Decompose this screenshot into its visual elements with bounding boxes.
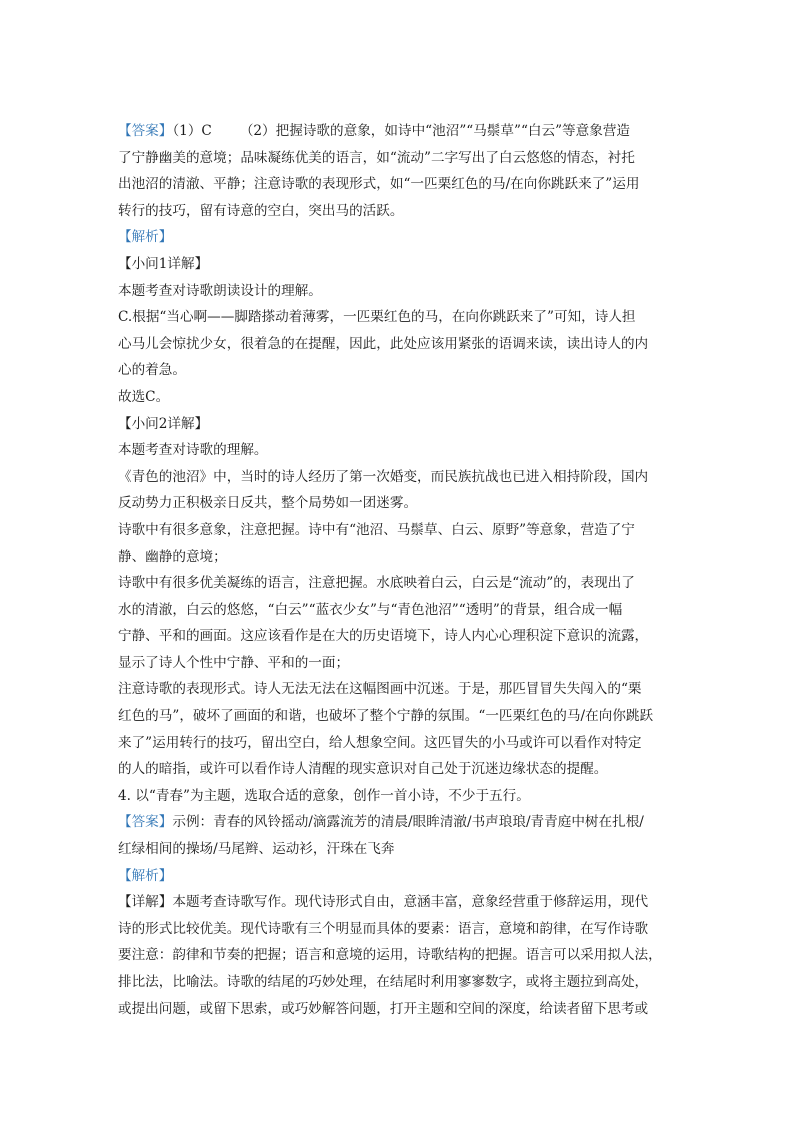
- sub-question-2-line: 红色的马”，破坏了画面的和谐，也破坏了整个宁静的氛围。“一匹栗红色的马/在向你跳跃: [118, 708, 654, 725]
- sub-question-2-line: 来了”运用转行的技巧，留出空白，给人想象空间。这匹冒失的小马或许可以看作对特定: [118, 734, 642, 751]
- sub-question-2: [118, 411, 678, 783]
- detail-block: [118, 889, 678, 1022]
- question-4: 4. 以“青春”为主题，选取合适的意象，创作一首小诗，不少于五行。: [118, 787, 530, 804]
- answer-part-2-line-4: 转行的技巧，留有诗意的空白，突出马的活跃。: [118, 202, 404, 219]
- answer-part-1: （1）C: [172, 123, 212, 139]
- answer-block-2: [118, 809, 678, 862]
- detail-line-1: [118, 889, 678, 916]
- sub-question-1: [118, 251, 678, 411]
- sub-question-1-line: 本题考查对诗歌朗读设计的理解。: [118, 282, 322, 299]
- sub-question-1-heading: 【小问1详解】: [118, 255, 209, 272]
- answer-2-line-2: 红绿相间的操场/马尾辫、运动衫，汗珠在飞奔: [118, 841, 395, 858]
- sub-question-2-line: 诗歌中有很多意象，注意把握。诗中有“池沼、马鬃草、白云、原野”等意象，营造了宁: [118, 521, 635, 538]
- detail-line: 或提出问题，或留下思索，或巧妙解答问题，打开主题和空间的深度，给读者留下思考或: [118, 1000, 649, 1017]
- sub-question-2-heading: 【小问2详解】: [118, 415, 209, 432]
- answer-block-1: [118, 118, 678, 224]
- sub-question-2-line: 静、幽静的意境；: [118, 548, 227, 565]
- sub-question-1-line: 心马儿会惊扰少女，很着急的在提醒，因此，此处应该用紧张的语调来读，读出诗人的内: [118, 335, 649, 352]
- analysis-tag-1: 【解析】: [118, 229, 173, 246]
- sub-question-2-line: 诗歌中有很多优美凝练的语言，注意把握。水底映着白云，白云是“流动”的，表现出了: [118, 575, 635, 592]
- answer-part-2-line-2: 了宁静幽美的意境；品味凝练优美的语言，如“流动”二字写出了白云悠悠的情态，衬托: [118, 149, 635, 166]
- sub-question-1-line: 心的着急。: [118, 362, 186, 379]
- answer-2-text: 示例：青春的风铃摇动/滴露流芳的清晨/眼眸清澈/书声琅琅/青青庭中树在扎根/: [172, 814, 644, 831]
- sub-question-2-line: 反动势力正积极亲日反共，整个局势如一团迷雾。: [118, 495, 418, 512]
- sub-question-1-line: 故选C。: [118, 388, 170, 405]
- sub-question-2-line: 水的清澈，白云的悠悠，“白云”“蓝衣少女”与“青色池沼”“透明”的背景，组合成一幅: [118, 601, 623, 618]
- detail-tag: 【详解】: [118, 894, 173, 911]
- answer-tag: 【答案】: [118, 814, 173, 831]
- answer-line-1: [118, 118, 678, 145]
- detail-line: 诗的形式比较优美。现代诗歌有三个明显而具体的要素：语言，意境和韵律，在写作诗歌: [118, 920, 649, 937]
- sub-question-1-line: C.根据“当心啊——脚踏搽动着薄雾，一匹栗红色的马，在向你跳跃来了”可知，诗人担: [118, 309, 636, 326]
- sub-question-2-line: 本题考查对诗歌的理解。: [118, 442, 268, 459]
- answer-part-2-line-3: 出池沼的清澈、平静；注意诗歌的表现形式，如“一匹栗红色的马/在向你跳跃来了”运用: [118, 176, 640, 193]
- sub-question-2-line: 宁静、平和的画面。这应该看作是在大的历史语境下，诗人内心心理积淀下意识的流露，: [118, 628, 649, 645]
- analysis-tag-2: 【解析】: [118, 867, 173, 884]
- sub-question-2-line: 显示了诗人个性中宁静、平和的一面；: [118, 654, 350, 671]
- sub-question-2-line: 注意诗歌的表现形式。诗人无法无法在这幅图画中沉迷。于是，那匹冒冒失失闯入的“栗: [118, 681, 642, 698]
- document-page: [118, 118, 678, 1022]
- detail-line: 排比法，比喻法。诗歌的结尾的巧妙处理，在结尾时利用寥寥数字，或将主题拉到高处，: [118, 974, 649, 990]
- answer-2-line-1: [118, 809, 678, 836]
- answer-tag: 【答案】: [118, 123, 173, 139]
- sub-question-2-line: 的人的暗指，或许可以看作诗人清醒的现实意识对自己处于沉迷边缘状态的提醒。: [118, 761, 608, 778]
- sub-question-2-line: 《青色的池沼》中，当时的诗人经历了第一次婚变，而民族抗战也已进入相持阶段，国内: [118, 468, 649, 485]
- answer-part-2-line-1: （2）把握诗歌的意象，如诗中“池沼”“马鬃草”“白云”等意象营造: [239, 123, 631, 139]
- detail-text: 本题考查诗歌写作。现代诗形式自由，意涵丰富，意象经营重于修辞运用，现代: [172, 894, 649, 911]
- detail-line: 要注意：韵律和节奏的把握；语言和意境的运用，诗歌结构的把握。语言可以采用拟人法，: [118, 947, 662, 964]
